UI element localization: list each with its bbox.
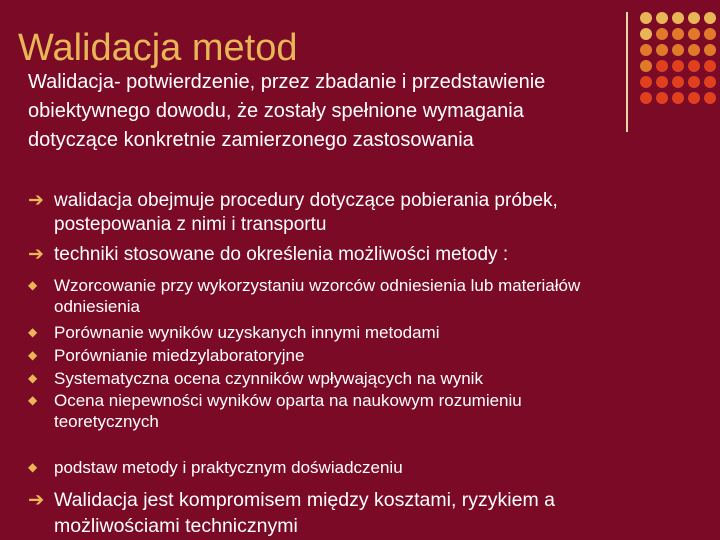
dot-icon [672, 12, 684, 24]
diamond-bullet-icon: ◆ [28, 371, 38, 385]
arrow-bullet-icon: ➔ [28, 244, 44, 265]
slide-title: Walidacja metod [18, 27, 298, 69]
dot-icon [656, 12, 668, 24]
definition-line: dotyczące konkretnie zamierzonego zastosowania [28, 129, 474, 151]
dot-icon [688, 12, 700, 24]
dot-icon [704, 76, 716, 88]
diamond-bullet-icon: ◆ [28, 460, 38, 474]
bullet-text-line: Systematyczna ocena czynników wpływających na wynik [54, 369, 483, 388]
bullet-text-line: Porównianie miedzylaboratoryjne [54, 346, 305, 365]
bullet-text-line: podstaw metody i praktycznym doświadczeniu [54, 458, 403, 477]
diamond-bullet-icon: ◆ [28, 325, 38, 339]
dot-icon [688, 44, 700, 56]
bullet-text-line: Porównanie wyników uzyskanych innymi metodami [54, 323, 440, 342]
bullet-text-line: postepowania z nimi i transportu [54, 214, 327, 235]
bullet-text-line: możliwościami technicznymi [54, 515, 298, 537]
dot-icon [640, 12, 652, 24]
dot-icon [672, 44, 684, 56]
dot-icon [656, 28, 668, 40]
definition-line: Walidacja- potwierdzenie, przez zbadanie i przedstawienie [28, 71, 546, 93]
dot-icon [704, 60, 716, 72]
dot-icon [704, 12, 716, 24]
bullet-text-line: walidacja obejmuje procedury dotyczące pobierania próbek, [54, 190, 558, 211]
bullet-text-line: techniki stosowane do określenia możliwości metody : [54, 244, 509, 265]
diamond-bullet-icon: ◆ [28, 348, 38, 362]
dot-icon [672, 28, 684, 40]
dot-icon [640, 28, 652, 40]
bullet-text-line: teoretycznych [54, 412, 159, 431]
definition-line: obiektywnego dowodu, że zostały spełnione wymagania [28, 100, 524, 122]
arrow-bullet-icon: ➔ [28, 489, 45, 511]
bullet-text-line: Walidacja jest kompromisem między kosztami, ryzykiem a [54, 489, 555, 511]
dot-icon [704, 44, 716, 56]
bullet-text-line: Wzorcowanie przy wykorzystaniu wzorców odniesienia lub materiałów [54, 276, 581, 295]
diamond-bullet-icon: ◆ [28, 278, 38, 292]
arrow-bullet-icon: ➔ [28, 190, 44, 211]
bullet-text-line: odniesienia [54, 297, 141, 316]
dot-icon [640, 44, 652, 56]
definition-paragraph [28, 68, 694, 155]
bullet-text-line: Ocena niepewności wyników oparta na naukowym rozumieniu [54, 391, 522, 410]
dot-icon [704, 92, 716, 104]
dot-icon [704, 28, 716, 40]
diamond-bullet-icon: ◆ [28, 393, 38, 407]
dot-icon [688, 28, 700, 40]
dot-icon [656, 44, 668, 56]
